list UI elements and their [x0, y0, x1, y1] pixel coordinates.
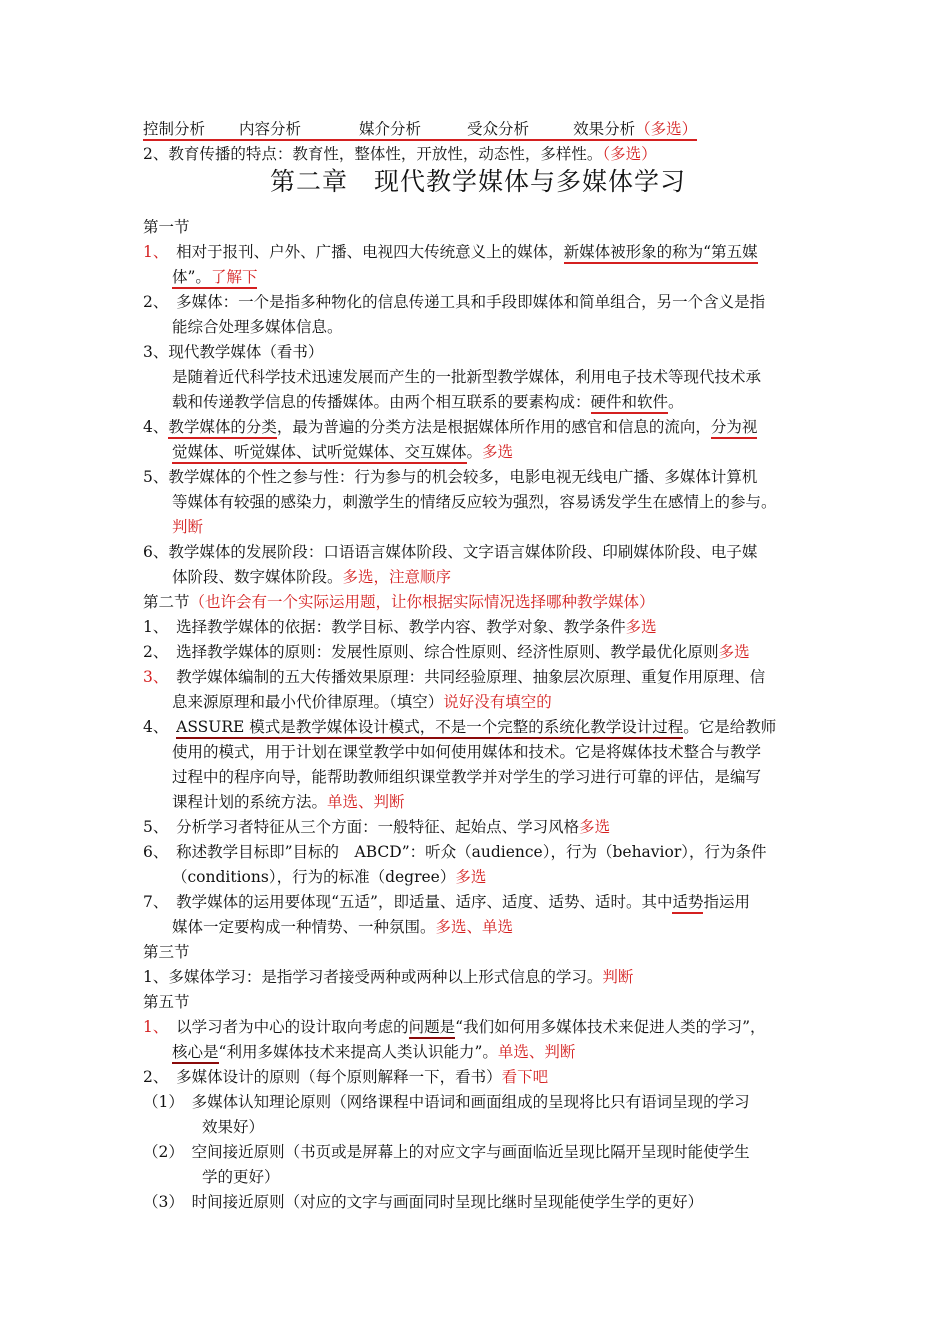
- s5-item-1-line-a: 1、 以学习者为中心的设计取向考虑的问题是“我们如何用多媒体技术来促进人类的学习”，: [143, 1016, 766, 1038]
- s1-item-2-line-a: 2、 多媒体：一个是指多种物化的信息传递工具和手段即媒体和简单组合，另一个含义是指: [143, 293, 766, 311]
- s1-item-5-line-a: 5、教学媒体的个性之参与性：行为参与的机会较多，电影电视无线电广播、多媒体计算机: [143, 468, 758, 486]
- s5-item-2: 2、 多媒体设计的原则（每个原则解释一下，看书）看下吧: [143, 1068, 549, 1086]
- s2-item-6-line-b: （conditions），行为的标准（degree）多选: [172, 868, 487, 886]
- section-heading-1: 第一节: [143, 218, 190, 236]
- s2-item-3-line-b: 息来源原理和最小代价律原理。（填空）说好没有填空的: [172, 693, 552, 711]
- s3-item-1: 1、多媒体学习：是指学习者接受两种或两种以上形式信息的学习。判断: [143, 968, 634, 986]
- s5-rule-2-line-a: （2） 空间接近原则（书页或是屏幕上的对应文字与画面临近呈现比隔开呈现时能使学生: [143, 1143, 750, 1161]
- s2-item-5: 5、 分析学习者特征从三个方面：一般特征、起始点、学习风格多选: [143, 818, 611, 836]
- s2-item-2: 2、 选择教学媒体的原则：发展性原则、综合性原则、经济性原则、教学最优化原则多选: [143, 643, 750, 661]
- s2-item-4-line-a: 4、 ASSURE 模式是教学媒体设计模式，不是一个完整的系统化教学设计过程。它是给教师: [143, 716, 776, 738]
- s5-rule-1-line-b: 效果好）: [202, 1118, 265, 1136]
- s5-rule-3: （3） 时间接近原则（对应的文字与画面同时呈现比继时呈现能使学生学的更好）: [143, 1193, 704, 1211]
- s2-item-7-line-a: 7、 教学媒体的运用要体现“五适”，即适量、适序、适度、适势、适时。其中适势指运用: [143, 891, 750, 913]
- s1-item-1-line-a: 1、 相对于报刊、户外、广播、电视四大传统意义上的媒体，新媒体被形象的称为“第五媒: [143, 241, 758, 263]
- s1-item-6-line-a: 6、教学媒体的发展阶段：口语语言媒体阶段、文字语言媒体阶段、印刷媒体阶段、电子媒: [143, 543, 758, 561]
- chapter-title: 第二章 现代教学媒体与多媒体学习: [270, 167, 687, 196]
- section-heading-3: 第三节: [143, 943, 190, 961]
- analysis-types-line: [143, 118, 697, 140]
- s5-rule-1-line-a: （1） 多媒体认知理论原则（网络课程中语词和画面组成的呈现将比只有语词呈现的学习: [143, 1093, 750, 1111]
- s2-item-1: 1、 选择教学媒体的依据：教学目标、教学内容、教学对象、教学条件多选: [143, 618, 657, 636]
- s1-item-4-line-b: 觉媒体、听觉媒体、试听觉媒体、交互媒体。多选: [172, 441, 513, 463]
- s5-item-1-line-b: 核心是“利用多媒体技术来提高人类认识能力”。单选、判断: [172, 1041, 575, 1063]
- s2-item-3-line-a: 3、 教学媒体编制的五大传播效果原理：共同经验原理、抽象层次原理、重复作用原理、信: [143, 668, 766, 686]
- section-heading-5: 第五节: [143, 993, 190, 1011]
- s1-item-3-line-c: 载和传递教学信息的传播媒体。由两个相互联系的要素构成：硬件和软件。: [172, 391, 684, 413]
- s5-rule-2-line-b: 学的更好）: [202, 1168, 280, 1186]
- section-heading-2: 第二节（也许会有一个实际运用题，让你根据实际情况选择哪种教学媒体）: [143, 593, 655, 611]
- s2-item-7-line-b: 媒体一定要构成一种情势、一种氛围。多选、单选: [172, 918, 514, 936]
- s2-item-4-line-c: 过程中的程序向导，能帮助教师组织课堂教学并对学生的学习进行可靠的评估，是编写: [172, 768, 762, 786]
- s1-item-3-line-a: 3、现代教学媒体（看书）: [143, 343, 324, 361]
- s1-item-6-line-b: 体阶段、数字媒体阶段。多选，注意顺序: [172, 568, 452, 586]
- s2-item-6-line-a: 6、 称述教学目标即”目标的 ABCD”：听众（audience），行为（behavior），行为条件: [143, 843, 767, 861]
- s2-item-4-line-b: 使用的模式，用于计划在课堂教学中如何使用媒体和技术。它是将媒体技术整合与教学: [172, 743, 762, 761]
- s1-item-5-line-b: 等媒体有较强的感染力，刺激学生的情绪反应较为强烈，容易诱发学生在感情上的参与。: [172, 493, 777, 511]
- s2-item-4-line-d: 课程计划的系统方法。单选、判断: [172, 793, 405, 811]
- s1-item-1-line-b: 体”。了解下: [172, 266, 257, 288]
- analysis-list-underlined: 控制分析 内容分析 媒介分析 受众分析 效果分析（多选）: [143, 120, 697, 141]
- s1-item-4-line-a: 4、教学媒体的分类，最为普遍的分类方法是根据媒体所作用的感官和信息的流向，分为视: [143, 416, 757, 438]
- s1-item-5-tag: 判断: [172, 518, 204, 536]
- s1-item-3-line-b: 是随着近代科学技术迅速发展而产生的一批新型教学媒体，利用电子技术等现代技术承: [172, 368, 762, 386]
- education-communication-features: 2、教育传播的特点：教育性，整体性，开放性，动态性，多样性。（多选）: [143, 145, 657, 163]
- s1-item-2-line-b: 能综合处理多媒体信息。: [172, 318, 343, 336]
